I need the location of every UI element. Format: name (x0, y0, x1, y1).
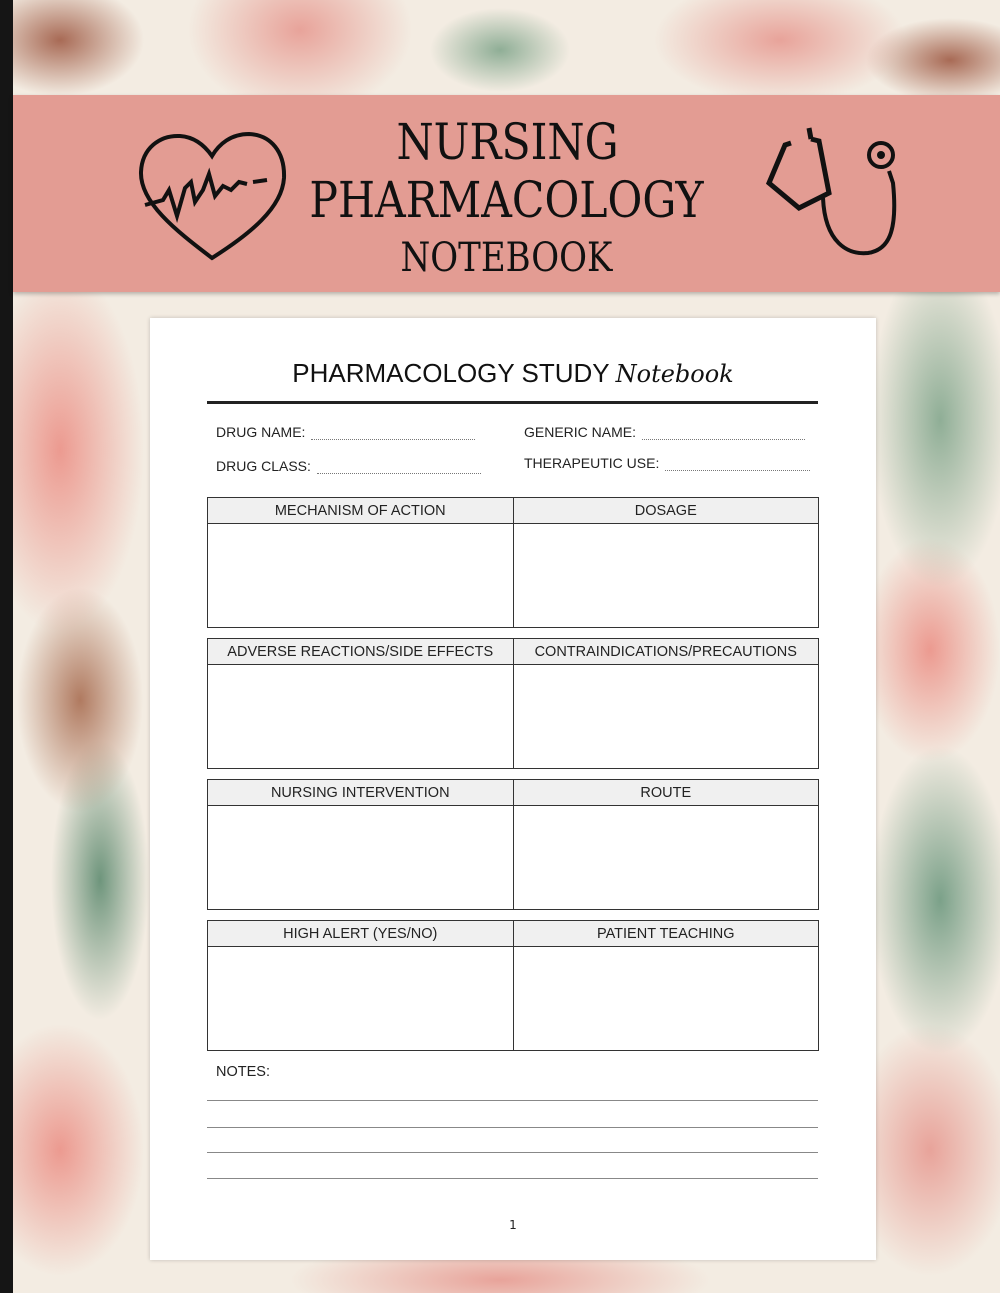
page-number: 1 (509, 1218, 517, 1232)
section-box (208, 639, 514, 768)
section-header: NURSING INTERVENTION (208, 780, 513, 806)
section-header: CONTRAINDICATIONS/PRECAUTIONS (514, 639, 819, 665)
book-spine (0, 0, 13, 1293)
section-header: ROUTE (514, 780, 819, 806)
field-drug-name (216, 424, 475, 440)
section-box (514, 498, 819, 627)
notes-line (207, 1178, 818, 1179)
page-heading-text: PHARMACOLOGY STUDY (292, 358, 610, 388)
section-row (207, 497, 819, 628)
heading-rule (207, 401, 818, 404)
notebook-page-preview (150, 318, 876, 1260)
notes-line (207, 1152, 818, 1153)
section-row (207, 779, 819, 910)
section-box (514, 921, 819, 1050)
title-banner (13, 95, 1000, 292)
section-header: ADVERSE REACTIONS/SIDE EFFECTS (208, 639, 513, 665)
section-header: PATIENT TEACHING (514, 921, 819, 947)
section-box (208, 498, 514, 627)
section-header: MECHANISM OF ACTION (208, 498, 513, 524)
field-label: THERAPEUTIC USE: (524, 455, 660, 471)
field-label: GENERIC NAME: (524, 424, 637, 440)
section-header: HIGH ALERT (YES/NO) (208, 921, 513, 947)
section-box (208, 921, 514, 1050)
cover-title-line2: PHARMACOLOGY (309, 171, 704, 229)
notes-line (207, 1127, 818, 1128)
section-box (514, 780, 819, 909)
field-line (317, 464, 481, 474)
cover-title-line1: NURSING (396, 113, 619, 171)
section-box (208, 780, 514, 909)
field-line (665, 461, 810, 471)
field-line (311, 430, 475, 440)
page-heading-script: Notebook (615, 360, 734, 388)
section-box (514, 639, 819, 768)
notes-line (207, 1100, 818, 1101)
field-therapeutic-use (524, 455, 810, 471)
section-row (207, 638, 819, 769)
field-label: DRUG NAME: (216, 424, 306, 440)
cover-title-line3: NOTEBOOK (400, 235, 613, 281)
section-row (207, 920, 819, 1051)
field-drug-class (216, 458, 481, 474)
field-line (642, 430, 805, 440)
notes-label: NOTES: (216, 1064, 270, 1080)
section-header: DOSAGE (514, 498, 819, 524)
field-label: DRUG CLASS: (216, 458, 311, 474)
field-generic-name (524, 424, 805, 440)
page-heading (150, 358, 876, 389)
